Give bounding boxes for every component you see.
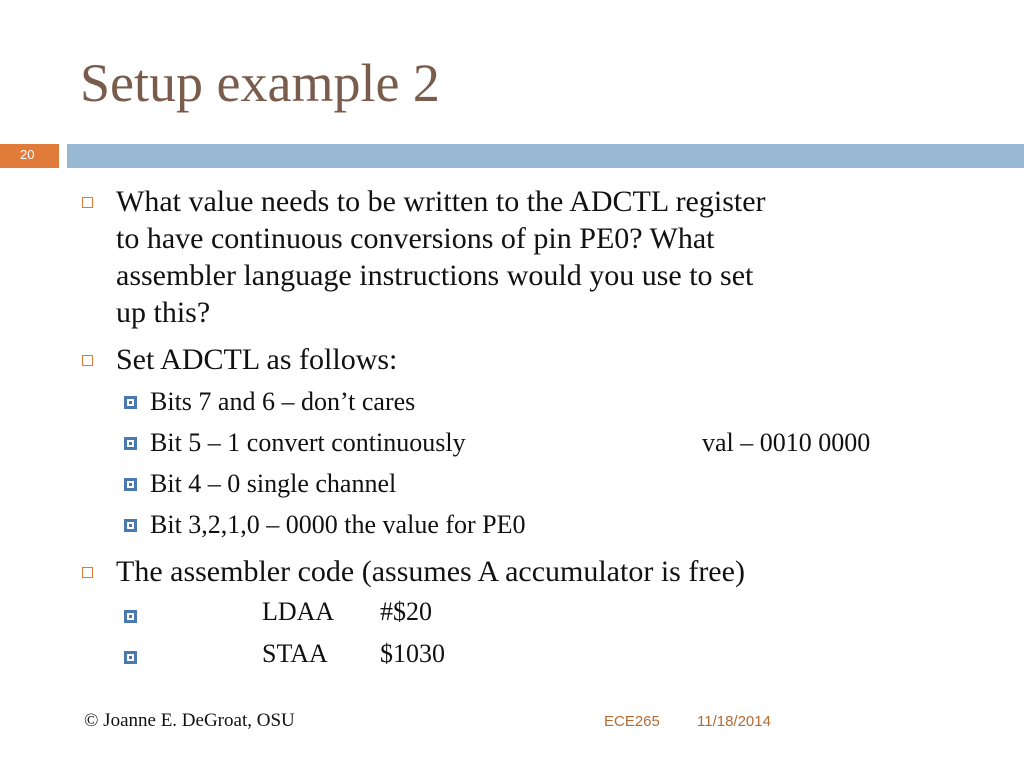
filled-square-bullet-icon — [124, 478, 137, 491]
register-value-note: val – 0010 0000 — [702, 428, 871, 457]
hollow-square-bullet-icon — [82, 197, 93, 208]
bullet-1-line-2: to have continuous conversions of pin PE0? What — [116, 222, 715, 255]
bullet-3-text: The assembler code (assumes A accumulator is free) — [116, 555, 745, 588]
filled-square-bullet-icon — [124, 519, 137, 532]
slide-number: 20 — [20, 147, 35, 162]
slide-title: Setup example 2 — [80, 53, 440, 113]
filled-square-bullet-icon — [124, 396, 137, 409]
footer-course: ECE265 — [604, 713, 660, 730]
code-arg-staa: $1030 — [380, 639, 445, 668]
filled-square-bullet-icon — [124, 437, 137, 450]
footer-copyright: © Joanne E. DeGroat, OSU — [84, 710, 295, 731]
code-op-ldaa: LDAA — [262, 597, 335, 626]
bullet-2-text: Set ADCTL as follows: — [116, 343, 398, 376]
hollow-square-bullet-icon — [82, 567, 93, 578]
bullet-1-line-1: What value needs to be written to the ADCTL register — [116, 185, 766, 218]
code-op-staa: STAA — [262, 639, 328, 668]
sub-bullet-bit-5: Bit 5 – 1 convert continuously — [150, 428, 466, 457]
sub-bullet-bit-4: Bit 4 – 0 single channel — [150, 469, 397, 498]
bullet-1-line-3: assembler language instructions would you use to set — [116, 259, 754, 292]
footer-date: 11/18/2014 — [697, 713, 771, 730]
sub-bullet-bits-3-0: Bit 3,2,1,0 – 0000 the value for PE0 — [150, 510, 526, 539]
filled-square-bullet-icon — [124, 610, 137, 623]
header-band — [67, 144, 1024, 168]
filled-square-bullet-icon — [124, 651, 137, 664]
code-arg-ldaa: #$20 — [380, 597, 432, 626]
sub-bullet-bits-7-6: Bits 7 and 6 – don’t cares — [150, 387, 416, 416]
hollow-square-bullet-icon — [82, 355, 93, 366]
bullet-1-line-4: up this? — [116, 296, 211, 329]
